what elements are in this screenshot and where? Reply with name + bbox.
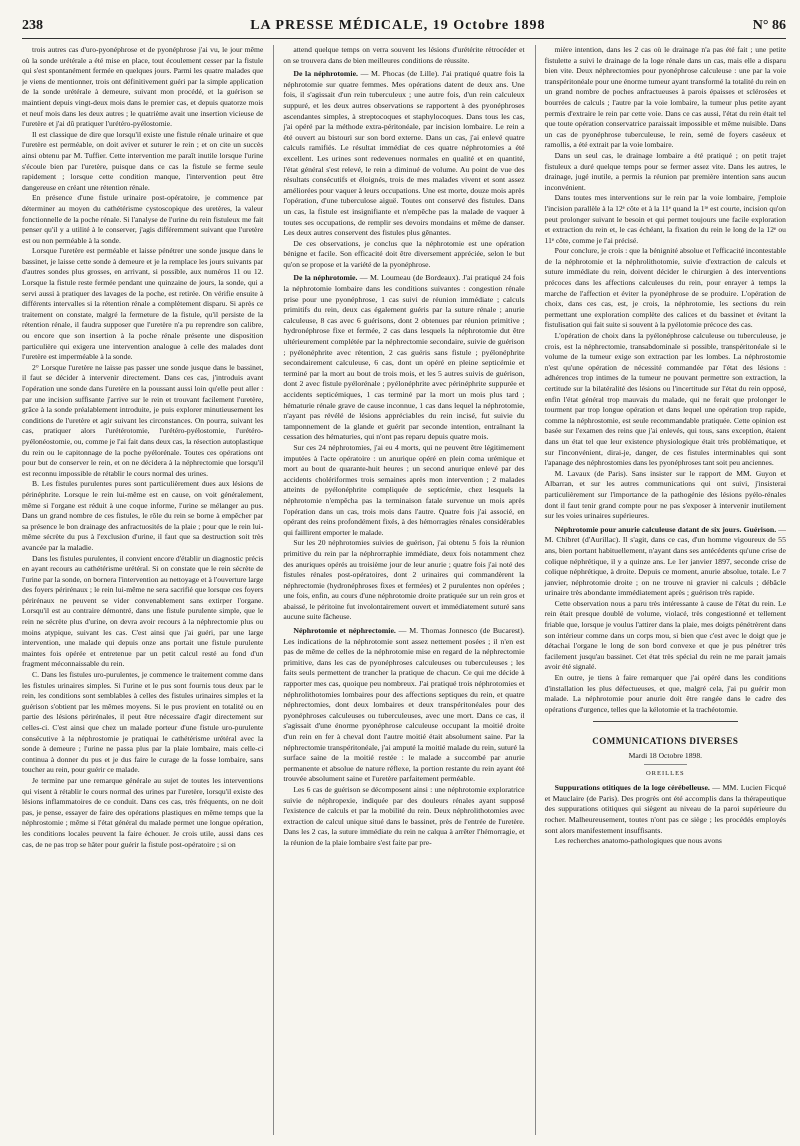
article-title: De la néphrotomie. — [293, 69, 358, 79]
article-author: — M. Thomas Jonnesco (de Bucarest). — [395, 626, 525, 636]
page-header — [22, 18, 786, 39]
article-text: J'ai pratiqué quatre fois la néphrotomie sur quatre femmes. Mes opérations datent de deux ans. Une fois, il s'agissait d'un rein tuberculeux ; une autre fois, d'un rein calculeux suppuré, et les deux autres observations se rapportent à des pyonéphroses ascendantes simples, à streptocoques et staphylocoques. Dans tous les cas, j'ai opéré par la méthode extra-péritonéale, par incision lombaire. Le rein a été ouvert au bistouri sur son bord externe. Dans un cas, j'ai enlevé quatre calculs ramifiés. Le résultat immédiat de ces quatre néphrotomies a été excellent. Les urines sont redevenues normales en qualité et en quantité, l'état général s'est relevé, le rein a diminué de volume. Au point de vue des résultats consécutifs et éloignés, trois de mes malades vivent et sont assez améliorées pour vaquer à leurs occupations. Une est morte, douze mois après l'opération, d'une tuberculose aiguë. Toutes ont conservé des fistules. Dans un cas, la fistule est insignifiante et n'empêche pas la malade de vaquer à toutes ses occupations, de remplir ses devoirs mondains et même de danser. Les deux autres conservent des fistules plus gênantes. — [283, 69, 525, 238]
article-heading — [545, 525, 786, 599]
section-date: Mardi 18 Octobre 1898. — [628, 751, 703, 760]
article-title: De la néphrotomie. — [293, 273, 358, 283]
paragraph: De ces observations, je conclus que la néphrotomie est une opération bénigne et facile. Son efficacité doit être diversement appréciée, selon le but qu'on se propose et la variété de la pyonéphrose. — [283, 238, 525, 269]
paragraph: attend quelque temps on verra souvent les lésions d'urétérite rétrocéder et on se trouvera dans de bien meilleures conditions de réussite. — [283, 45, 525, 65]
paragraph: B. Les fistules purulentes pures sont particulièrement dues aux lésions de périnéphrite. Lorsque le rein lui-même est en cause, on voit généralement, même si l'organe est réduit à une coque informe, l'urine se mélanger au pus. Dans un grand nombre de ces fistules, le rôle du rein se borne à empêcher par sa présence le bon drainage des anfractuosités de la plaie ; pour que le rein lui-même sécrète du pus à l'exclusion d'urine, il faut que sa destruction soit très avancée par la maladie. — [22, 479, 264, 552]
paragraph: L'opération de choix dans la pyélonéphrose calculeuse ou tuberculeuse, je crois, est la néphrectomie, transabdominale si possible, transpéritonéale si le volume de la tumeur exige son extraction par les lombes. La néphrostomie n'est qu'une opération de nécessité commandée par l'état des lésions : adhérences trop intimes de la tumeur ne pouvant permettre son extraction, la certitude sur la bilatéralité des lésions ou l'incertitude sur l'état du rein opposé, enfin l'état général trop mauvais du malade, qui ne ferait que prolonger le tourment par trop longue opération et dans lequel une opération trop rapide, comme la néphrostomie, est seule recommandable pratiquée. Cette opinion est basée sur l'examen des reins que j'ai enlevés, qui tous, sans exception, étaient dans un état tel que leur existence physiologique était très problématique, et sur l'inconvénient, dirai-je, danger, de ces fistules interminables qui sont l'apanage des néphrostomies dans les pyonéphroses tant soit peu anciennes. — [544, 331, 786, 468]
article-author: — M. Loumeau (de Bordeaux). — [357, 273, 461, 283]
article-heading — [545, 783, 786, 836]
journal-title: LA PRESSE MÉDICALE, 19 Octobre 1898 — [250, 18, 546, 33]
paragraph: Dans un seul cas, le drainage lombaire a été pratiqué ; on petit trajet fistuleux a duré quelque temps pour se fermer assez vite. Dans les autres, le drainage, jugé inutile, a permis la réunion par première intention sans aucun inconvénient. — [544, 150, 786, 192]
column-2 — [273, 45, 524, 1135]
article-heading — [283, 626, 524, 785]
paragraph: Sur les 20 néphrotomies suivies de guérison, j'ai obtenu 5 fois la réunion primitive du rein par la néphrorraphie immédiate, deux fois notamment chez des anuriques opérés au troisième jour de leur anurie ; quatre fois j'ai noté des fistules rénales post-opératoires, dont 2 urinaires qui commandèrent la néphrectomie (hydronéphroses fixes et fermées) et 2 purulentes non opérées ; une fois, enfin, au cours d'une néphrotomie droite pratiquée sur un rein gros et abaissé, le péritoine fut involontairement ouvert et immédiatement suturé sans aucune suite fâcheuse. — [283, 538, 525, 622]
paragraph: Les recherches anatomo-pathologiques que nous avons — [554, 836, 722, 846]
paragraph: Les 6 cas de guérison se décomposent ainsi : une néphrotomie exploratrice suivie de néphropexie, indiquée par des douleurs rénales ayant supposé l'existence de calculs et par la mobilité du rein. Deux néphrolithotomies avec extraction de calcul unique situé dans le bassinet, près de l'entrée de l'uretère. Dans les 2 cas, la suture immédiate du rein ne calqua à arrêter l'hémorragie, et la réunion de la plaie lombaire s'est faite par pre- — [283, 784, 525, 847]
paragraph: Pour conclure, je crois : que la bénignité absolue et l'efficacité incontestable de la néphrotomie et la néphrolithotomie, suivie d'extraction de calculs et suture immédiate du rein, doivent décider le chirurgien à des interventions précoces dans les affections calculeuses du rein, pour enrayer à temps la marche de l'affection et éviter la pyonéphrose de se produire. L'opération de choix, dans ces cas, est, je crois, la néphrotomie, les sections du rein permettant une exploration complète des calices et du bassinet et évitant la fistulisation qui fait suite si souvent à la pyélotomie précoce des cas. — [544, 246, 786, 330]
article-title: Suppurations otitiques de la loge cérébelleuse. — [554, 783, 710, 793]
article-heading — [283, 69, 524, 239]
article-text: J'ai pratiqué 24 fois la néphrotomie lombaire dans les conditions suivantes : congestion rénale prise pour une pyonéphrose, 1 cas suivi de réunion immédiate ; calculs primitifs du rein, deux cas également guéris par la suture rénale ; anurie calculeuse, 8 cas avec 6 guérisons, dont 2 obtenues par réunion primitive ; hydronéphrose fixe et fermée, 2 cas dans lesquels la néphrotomie dut être ultérieurement complétée par la néphrectomie secondaire, suivie de guérison ; pyélonéphrite avec rétention, 2 cas guéris sans fistule ; pyélonéphrite secondairement calculeuse, 6 cas, dont un opéré en pleine septicémie et terminé par la mort au bout de trois mois, et les 5 autres suivis de guérison, dont 2 avec fistule pyélorénale ; pyélonéphrite avec périnéphrite suppurée et accidents septicémiques, 1 cas terminé par la mort un mois plus tard ; hématurie rénale grave de cause inconnue, 1 cas dans lequel la néphrotomie, n'ayant pas révélé de lésions appréciables du rein incisé, fut suivie du tamponnement de la glande et guérit par seconde intention, entraînant la cessation des hématuries, qui n'ont pas reparu depuis quatre mois. — [283, 273, 525, 442]
text-columns — [22, 45, 786, 1135]
paragraph: C. Dans les fistules uro-purulentes, je commence le traitement comme dans les fistules urinaires simples. Si l'urine et le pus sont fournis tous deux par le rein, les conditions sont semblables à celles des fistules urinaires simples et la guérison s'obtient par les mêmes moyens. Si le pus provient en totalité ou en partie des lésions périrénales, il peut être nécessaire d'agir directement sur celles-ci. C'est ainsi que chez un malade porteur d'une fistule uro-purulente consécutive à la néphrostomie je pratiquai le cathétérisme urétéral avec la sonde à demeure ; l'urine ne passa plus par la plaie lombaire, mais celle-ci continua à donner du pus et je dus faire le curage de la fosse lombaire, sans toucher au rein, pour guérir ce malade. — [22, 670, 264, 775]
paragraph: Sur ces 24 néphrotomies, j'ai eu 4 morts, qui ne peuvent être légitimement imputées à l'acte opératoire : un anurique opéré en plein coma urémique et mort au bout de quarante-huit heures ; un second anurique enlevé par des accidents cholériformes trois semaines après mon intervention ; 2 malades atteints de pyélonéphrite compliquée de septicémie, chez lesquels la néphrotomie n'empêcha pas la terminaison fatale survenue un mois après l'opération dans un cas, trois mois dans l'autre. Quatre fois j'ai associé, en opérant des reins profondément fixés, à des hémorragies rénales considérables qui faillirent emporter le malade. — [283, 442, 525, 537]
section-divider — [593, 721, 738, 722]
article-author: — M. Chibret (d'Aurillac). — [544, 524, 786, 545]
paragraph: trois autres cas d'uro-pyonéphrose et de pyonéphrose j'ai vu, le jour même où la sonde urétérale a été mise en place, tout écoulement cesser par la fistule qui s'est spontanément fermée en quelques jours. Parmi les quatre malades que je viens de mentionner, trois ont définitivement guéri par la simple application de la sonde urétérale à demeure, suivant mon procédé, et la guérison se maintient depuis vingt-deux mois dans le premier cas, et depuis quatorze mois et neuf mois dans les deux autres ; le quatrième avait une insertion vicieuse de l'uretère et j'ai dû pratiquer l'urétéro-pyélostomie. — [22, 45, 264, 129]
paragraph: mière intention, dans les 2 cas où le drainage n'a pas été fait ; une petite fistulette a suivi le drainage de la loge rénale dans un cas, mais elle a disparu bien vite. Deux néphrectomies pour pyonéphrose calculeuse : une par la voie transpéritonéale pour une énorme tumeur ayant transformé la totalité du rein en un grand nombre de poches anfractueuses à parois épaisses et sclérosées et bourrées de calculs ; l'autre par la voie lombaire, la tumeur plus petite ayant permis d'extraire le rein par cette voie. Dans ce cas aussi, l'état du rein était tel que toute opération conservatrice paraissait impossible et même nuisible. Dans un cas de pyonéphrose tuberculeuse, le rein, semé de foyers caséeux et ramollis, a été extrait par la voie lombaire. — [544, 45, 786, 150]
article-text: Des progrès ont été accomplis dans la thérapeutique des suppurations otitiques qui siègent au niveau de la paroi supérieure du rocher. Malheureusement, toutes n'ont pas ce siège ; les procédés employés sont alors manifestement insuffisants. — [544, 793, 786, 835]
paragraph: M. Lavaux (de Paris). Sans insister sur le rapport de MM. Guyon et Albarran, et sur les autres communications qui ont suivi, j'insisterai particulièrement sur l'importance de la pathogénie des lésions pyélo-rénales dont il faut tenir grand compte pour ne pas s'exposer à intervenir inutilement sur les voies urinaires supérieures. — [544, 468, 786, 521]
column-3 — [535, 45, 786, 1135]
paragraph: Cette observation nous a paru très intéressante à cause de l'état du rein. Le rein était presque doublé de volume, violacé, très congestionné et tellement friable que, lorsque je voulus l'attirer dans la plaie, mes doigts pénétrèrent dans son intérieur comme dans un corps mou, si bien que c'est avec le doigt que je détachai l'organe le long de son bord convexe et que je pus pénétrer très facilement jusqu'au bassinet. Cet état très spécial du rein ne me parait jamais avoir été signalé. — [544, 598, 786, 672]
article-text: Les indications de la néphrotomie sont assez nettement posées ; il n'en est pas de même de celles de la néphrotomie mise en regard de la néphrectomie primitive, dans les cas de pyonéphroses calculeuses ou tuberculeuses ; les faits seuls permettent de trancher la pratique de chacun. Ce qui me décide à rapporter mes cas, quoique peu nombreux. J'ai pratiqué trois néphrotomies et néphrolithotomies lombaires pour des affections septiques du rein, et quatre néphrectomies, dont deux lombaires et deux transpéritonéales pour des pyonéphroses calculeuses ou tuberculeuses, avec une mort. Dans ce cas, il s'agissait d'une énorme pyonéphrose calculeuse occupant la moitié droite d'un rein en fer à cheval dont l'autre moitié était absolument saine. Par la néphrectomie transpéritonéale, j'ai amputé la moitié malade du rein, suturé la surface saine de la moitié restée : le malade a succombé par anurie permanente et absolue de nature réflexe, la portion restante du rein ayant été trouvée absolument saine et l'uretère parfaitement perméable. — [283, 636, 525, 784]
column-1 — [22, 45, 263, 1135]
paragraph: Je termine par une remarque générale au sujet de toutes les interventions qui visent à rétablir le cours normal des urines par l'uretère, lorsqu'il existe des lésions inflammatoires de ce conduit. Dans ces cas, très fréquents, on ne doit pas, je pense, essayer de faire des opérations plastiques en même temps que la néphrostomie ; même si l'état général du malade permet une longue opération, les conditions locales peuvent la faire échouer. Je crois utile, aussi dans ces cas, de ne pas trop se hâter pour guérir la fistule post-opératoire ; si on — [22, 775, 264, 849]
paragraph: Lorsque l'uretère est perméable et laisse pénétrer une sonde jusque dans le bassinet, je laisse cette sonde à demeure et je la remplace les jours suivants par d'autres sondes plus grosses, en arrivant, si possible, aux numéros 11 ou 12. Lorsque la fistule reste fermée pendant une quinzaine de jours, la sonde, qui a servi aussi à pratiquer des lavages de la poche, est retirée. On vérifie ensuite à différents intervalles si la rétention rénale a complètement disparu. Si après ce traitement on constate, malgré la fermeture de la fistule, qu'il persiste de la rétention rénale, il faudra supposer que l'uretère n'a pu reprendre son calibre, ou encore que son insertion à la poche rénale présente une disposition particulière qui exigera une intervention analogue à celle des malades dont l'uretère est imperméable à la sonde. — [22, 246, 264, 362]
issue-number: N° 86 — [752, 18, 786, 33]
page-number: 238 — [22, 18, 43, 33]
paragraph: Il est classique de dire que lorsqu'il existe une fistule rénale urinaire et que l'uretère est perméable, on doit aviver et suturer le rein ; et on cite un succès ainsi obtenu par M. Tuffier. Cette intervention me paraît inutile lorsque l'urine s'écoule bien par l'uretère, puisque dans ce cas la fistule se ferme seule rapidement ; lorsque cette condition manque, l'intervention peut être dangereuse en créant une rétention rénale. — [22, 129, 264, 192]
paragraph: Dans les fistules purulentes, il convient encore d'établir un diagnostic précis en ayant recours au cathétérisme urétéral. Si on constate que le rein sécrète de l'urine par la sonde, on bornera l'intervention au nettoyage et à l'ouverture large des foyers périrénaux ; le rein lui-même ne sera sacrifié que lorsque ces foyers périrénaux ne peuvent se vider convenablement sans extirper l'organe. Lorsqu'il est au contraire démontré, dans une fistule purulente simple, que le rein ne sécrète plus d'urine, on devra avoir recours à la néphrectomie plus ou moins atypique, suivant les cas. C'est ainsi que j'ai guéri, par une large intervention, une malade qui depuis onze ans portait une fistule purulente maintes fois opérée et entretenue par un petit calcul resté au fond d'un fragment méconnaissable du rein. — [22, 553, 264, 669]
article-text: Il s'agit, dans ce cas, d'un homme vigoureux de 55 ans, bien portant habituellement, n'ayant dans ses antécédents qu'une crise de colique néphrétique, il y a quinze ans. Le 1er janvier 1897, seconde crise de colique néphrétique, à droite. Depuis ce moment, anurie absolue, totale. Le 7 janvier, néphrotomie droite ; on ne trouve ni gravier ni calculs ; débâcle urinaire très abondante immédiatement après ; guérison très rapide. — [544, 535, 786, 598]
article-title: Néphrotomie pour anurie calculeuse datant de six jours. Guérison. — [554, 524, 777, 534]
subsection-title: OREILLES — [645, 769, 685, 777]
article-author: — M. Phocas (de Lille). — [358, 69, 440, 79]
section-title: COMMUNICATIONS DIVERSES — [592, 736, 739, 747]
paragraph: En présence d'une fistule urinaire post-opératoire, je commence par déterminer au moyen du cathétérisme cystoscopique des uretères, la valeur fonctionnelle de la poche rénale. Si l'analyse de l'urine du rein fistuleux me fait penser qu'il y a utilité à le conserver, j'agis différemment suivant que l'uretère est ou non perméable à la sonde. — [22, 193, 264, 245]
article-title: Néphrotomie et néphrectomie. — [293, 626, 396, 636]
paragraph: En outre, je tiens à faire remarquer que j'ai opéré dans les conditions d'installation les plus défectueuses, et que, malgré cela, j'ai pu guérir mon malade. La néphrotomie pour anurie doit être rangée dans le cadre des opérations d'urgence, telles que la kélotomie et la trachéotomie. — [544, 673, 786, 714]
subsection-divider — [644, 764, 687, 765]
article-author: — MM. Lucien Ficqué et Mauclaire (de Paris). — [544, 783, 786, 803]
paragraph: 2° Lorsque l'uretère ne laisse pas passer une sonde jusque dans le bassinet, il faut se décider à intervenir directement. Dans ces cas, j'introduis avant l'opération une sonde dans l'uretère en la poussant aussi loin qu'elle peut aller : par une incision suffisante j'arrive sur le rein et trouvant facilement l'uretère, grâce à la sonde préalablement introduite, je puis explorer minutieusement les conditions de l'uretère et agir suivant les circonstances. On pourra, suivant les cas, pratiquer alors l'urétérotomie, l'urétéro-pyélostomie, l'urétéro-pyélonéostomie, ou, comme je l'ai fait dans deux cas, la résection autoplastique du rein ou le capitonnage de la poche pyélorénale. Toutes ces opérations ont pour but de conserver le rein, et on ne décidera à la néphrectomie que lorsqu'il est reconnu impossible de rétablir le cours normal des urines. — [22, 362, 264, 478]
paragraph: Dans toutes mes interventions sur le rein par la voie lombaire, j'emploie l'incision parallèle à la 12ᵉ côte et à la 11ᵉ quand la 1ʳᵉ est courte, incision qu'on peut prolonger suivant le besoin et qui permet toujours une facile exploration et extraction du rein et, le cas échéant, la fixation du rein le long de la 12ᵉ ou 11ᵉ côte, comme je l'ai précisé. — [544, 193, 786, 245]
article-heading — [283, 273, 524, 443]
